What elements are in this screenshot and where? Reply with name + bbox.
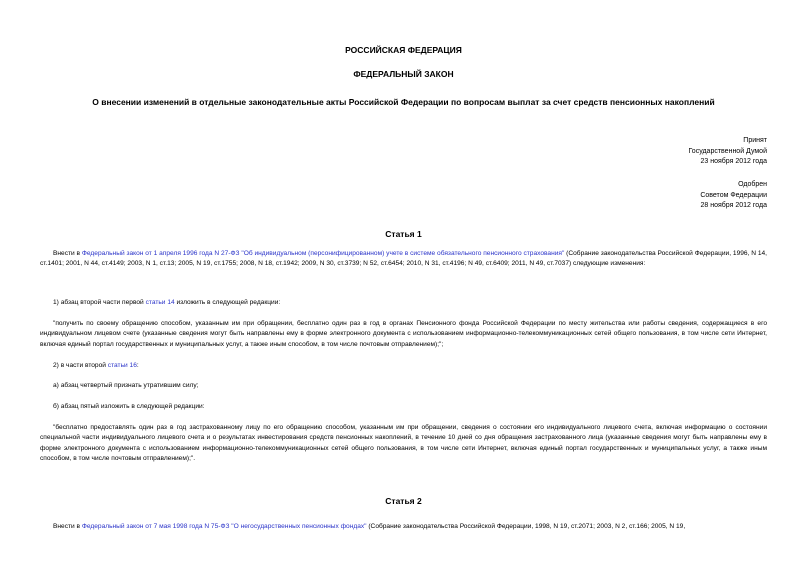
intro-text-pre: Внести в [53,250,82,257]
article-1-heading: Статья 1 [385,229,422,239]
article-2-intro [40,522,767,532]
law-type-heading: ФЕДЕРАЛЬНЫЙ ЗАКОН [353,69,454,79]
approved-line-1: Одобрен [738,181,767,188]
article-1-item-2 [40,361,767,371]
a2-intro-text-pre: Внести в [53,523,82,530]
law-link-27fz[interactable]: Федеральный закон от 1 апреля 1996 года N 27-ФЗ [81,250,240,257]
article-1-item-2b: б) абзац пятый изложить в следующей редакции: [53,403,205,410]
intro-text-post: (Собрание законодательства Российской Федерации, 1996, N 14, ст.1401; 2001, N 44, ст.4149; 2003, N 1, ст.13; 2005, N 19, ст.1755; 2008, N 18, ст.1942; 2009, N 30, ст.3739; N 52, ст.6454; 2010, N 31, ст.4196; N 49, ст.6409; 2011, N 49, ст.7037) следующие изменения: [40,250,768,268]
article-16-link[interactable]: статьи 16 [107,362,137,369]
item-2-text-post: : [136,362,139,369]
article-1-item-2a: а) абзац четвертый признать утратившим силу; [53,382,199,389]
adoption-block-duma [688,136,767,168]
article-1-quote-2: "бесплатно предоставлять один раз в год застрахованному лицу по его обращению способом, указанным им при обращении, сведения о состоянии его индивидуального лицевого счета, включая информацию о состоянии специальной части индивидуального лицевого счета и о результатах инвестирования средств пенсионных накоплений, в течение 10 дней со дня обращения застрахованного лица (указанные сведения могут быть направлены ему в форме электронного документа с использованием информационно-телекоммуникационных сетей общего пользования, в том числе сети Интернет, включая единый портал государственных и муниципальных услуг, а также иным способом, в том числе почтовым отправлением);". [40,424,767,463]
item-1-text-post: изложить в следующей редакции: [174,299,281,306]
article-1-quote-1: "получить по своему обращению способом, указанным им при обращении, бесплатно один раз в год в органах Пенсионного фонда Российской Федерации по месту жительства или работы сведения, содержащиеся в его индивидуальном лицевом счете (указанные сведения могут быть направлены ему в форме электронного документа с использованием информационно-телекоммуникационных сетей общего пользования, в том числе сети Интернет, включая единый портал государственных и муниципальных услуг, а также иным способом, в том числе почтовым отправлением);"; [40,320,767,348]
article-1-item-1 [40,298,767,308]
adopted-line-1: Принят [743,137,767,144]
approved-line-2: Советом Федерации [700,191,767,199]
law-link-75fz-title[interactable]: "О негосударственных пенсионных фондах" [231,523,367,530]
country-heading: РОССИЙСКАЯ ФЕДЕРАЦИЯ [345,45,462,55]
law-title: О внесении изменений в отдельные законодательные акты Российской Федерации по вопросам выплат за счет средств пенсионных накоплений [92,97,715,107]
adopted-date: 23 ноября 2012 года [700,158,767,165]
article-2-heading: Статья 2 [385,496,422,506]
approved-date: 28 ноября 2012 года [700,202,767,209]
law-link-75fz[interactable]: Федеральный закон от 7 мая 1998 года N 75-ФЗ [81,523,230,530]
item-1-text-pre: 1) абзац второй части первой [53,299,146,306]
a2-intro-text-post: (Собрание законодательства Российской Федерации, 1998, N 19, ст.2071; 2003, N 2, ст.166; 2005, N 19, [366,523,686,530]
adopted-line-2: Государственной Думой [688,147,767,155]
law-link-27fz-title[interactable]: "Об индивидуальном (персонифицированном) учете в системе обязательного пенсионного страхования" [241,250,565,257]
article-1-intro [40,249,767,270]
item-2-text-pre: 2) в части второй [53,362,108,369]
adoption-block-council [700,180,767,212]
article-14-link[interactable]: статьи 14 [145,299,175,306]
